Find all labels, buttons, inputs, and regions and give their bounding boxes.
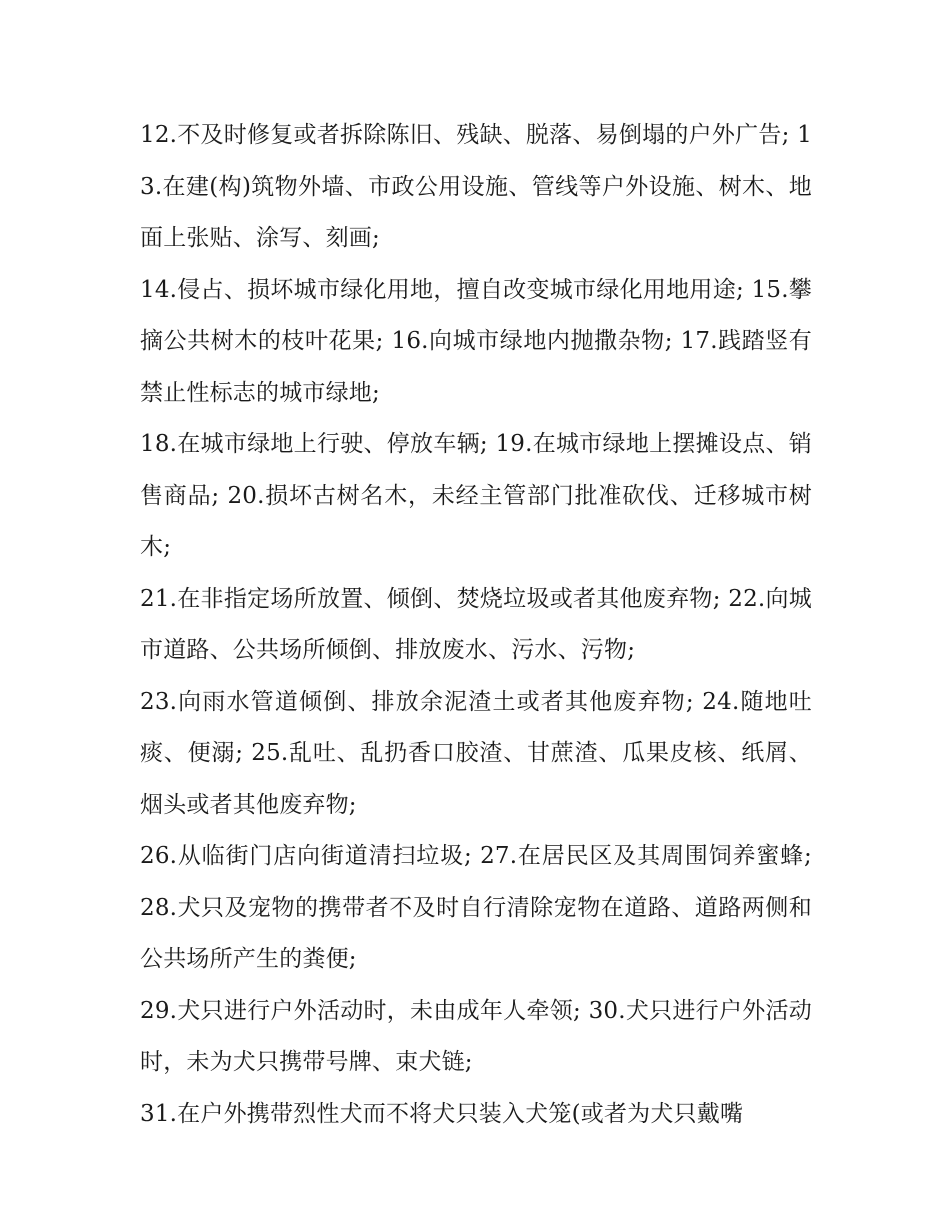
paragraph-item-31: 31.在户外携带烈性犬而不将犬只装入犬笼(或者为犬只戴嘴 [140,1100,744,1127]
paragraph-items-26-28: 26.从临街门店向街道清扫垃圾; 27.在居民区及其周围饲养蜜蜂; 28.犬只及宠物的携带者不及时自行清除宠物在道路、道路两侧和公共场所产生的粪便; [140,843,812,972]
paragraph-items-23-25: 23.向雨水管道倾倒、排放余泥渣土或者其他废弃物; 24.随地吐痰、便溺; 25.乱吐、乱扔香口胶渣、甘蔗渣、瓜果皮核、纸屑、烟头或者其他废弃物; [140,688,812,818]
paragraph-items-21-22: 21.在非指定场所放置、倾倒、焚烧垃圾或者其他废弃物; 22.向城市道路、公共场所倾倒、排放废水、污水、污物; [140,585,812,663]
paragraph-items-18-20: 18.在城市绿地上行驶、停放车辆; 19.在城市绿地上摆摊设点、销售商品; 20.损坏古树名木，未经主管部门批准砍伐、迁移城市树木; [140,431,812,560]
paragraph-items-14-17: 14.侵占、损坏城市绿化用地，擅自改变城市绿化用地用途; 15.攀摘公共树木的枝叶花果; 16.向城市绿地内抛撒杂物; 17.践踏竖有禁止性标志的城市绿地; [140,276,812,406]
document-body [140,110,812,1140]
paragraph-items-12-13: 12.不及时修复或者拆除陈旧、残缺、脱落、易倒塌的户外广告; 13.在建(构)筑物外墙、市政公用设施、管线等户外设施、树木、地面上张贴、涂写、刻画; [140,122,812,251]
paragraph-items-29-30: 29.犬只进行户外活动时，未由成年人牵领; 30.犬只进行户外活动时，未为犬只携带号牌、束犬链; [140,997,812,1075]
